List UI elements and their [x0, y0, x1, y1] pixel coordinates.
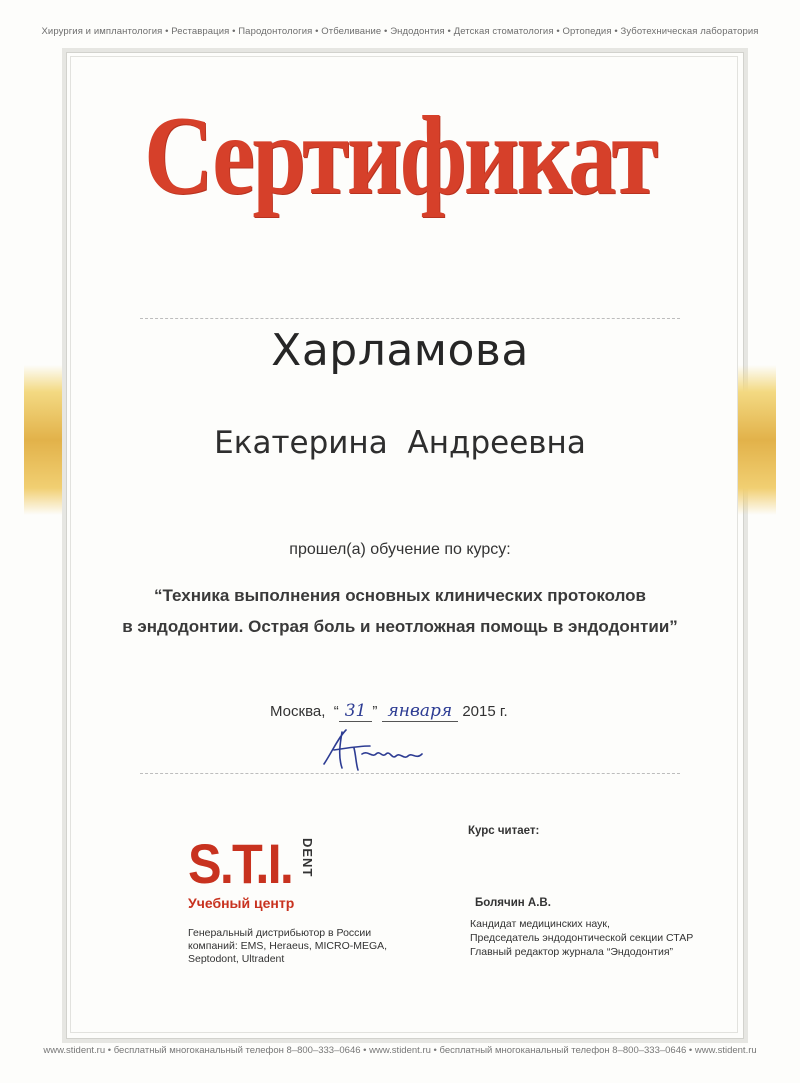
distributor-line: компаний: EMS, Heraeus, MICRO-MEGA,	[188, 940, 388, 952]
divider-bottom	[140, 773, 680, 774]
recipient-surname: Харламова	[271, 325, 529, 376]
issue-day: 31	[344, 701, 367, 721]
credential-line: Председатель эндодонтической секции СТАР	[470, 932, 694, 944]
distributor-line: Septodont, Ultradent	[188, 953, 285, 965]
issue-city: Москва,	[270, 703, 326, 720]
course-title	[0, 580, 800, 642]
distributor-note	[188, 927, 387, 966]
distributor-line: Генеральный дистрибьютор в России	[188, 927, 372, 939]
services-header: Хирургия и имплантология • Реставрация • Пародонтология • Отбеливание • Эндодонтия • Детская стоматология • Ортопедия • Зуботехническая лаборатория	[41, 26, 759, 37]
lecturer-name: Болячин А.В.	[475, 897, 551, 909]
sti-dent-logo	[188, 832, 328, 916]
footer-contacts: www.stident.ru • бесплатный многоканальный телефон 8–800–333–0646 • www.stident.ru • бесплатный многоканальный телефон 8–800–333–0646 • www.stident.ru	[43, 1045, 757, 1056]
lecturer-credentials	[470, 917, 693, 959]
recipient-given-names: Екатерина Андреевна	[214, 425, 586, 461]
issue-year: 2015 г.	[462, 703, 508, 720]
certificate-title: Сертификат	[144, 94, 656, 218]
logo-wordmark: S.T.I.	[188, 832, 293, 895]
credential-line: Кандидат медицинских наук,	[470, 918, 610, 930]
course-intro: прошел(а) обучение по курсу:	[289, 541, 511, 558]
issue-month: января	[387, 701, 453, 721]
credential-line: Главный редактор журнала “Эндодонтия”	[470, 946, 674, 958]
course-title-line-2: в эндодонтии. Острая боль и неотложная помощь в эндодонтии”	[122, 617, 678, 636]
signature-image	[318, 724, 428, 776]
lecturer-label: Курс читает:	[468, 825, 540, 837]
logo-suffix: DENT	[300, 838, 315, 878]
divider-top	[140, 318, 680, 319]
logo-subtitle: Учебный центр	[188, 895, 295, 911]
issue-date: Москва, “ 31 ” января 2015 г.	[270, 701, 508, 721]
course-title-line-1: “Техника выполнения основных клинических протоколов	[153, 586, 647, 605]
